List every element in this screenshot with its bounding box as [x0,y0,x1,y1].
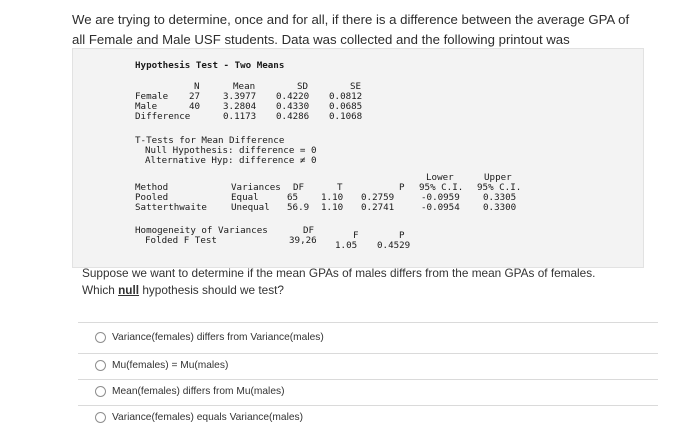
homog-label: Folded F Test [145,235,217,246]
printout-title: Hypothesis Test - Two Means [135,60,285,71]
header-lower: Lower [426,172,454,183]
header-n: N [194,81,200,92]
row-se: 0.0812 [329,91,363,102]
question-which: Which [82,283,115,297]
ttest-variances: Equal [231,192,259,203]
row-sd: 0.4330 [276,101,310,112]
ttest-upper: 0.3300 [483,202,517,213]
radio-button[interactable] [95,386,106,397]
header-p: P [399,182,405,193]
homog-df: 39,26 [289,235,317,246]
ttest-p: 0.2759 [361,192,395,203]
row-se: 0.0685 [329,101,363,112]
option-label: Mu(females) = Mu(males) [112,360,229,371]
header-method: Method [135,182,169,193]
ttest-t: 1.10 [321,202,344,213]
header-sd: SD [297,81,309,92]
homog-p: 0.4529 [377,240,411,251]
homog-title: Homogeneity of Variances [135,225,268,236]
homog-f: 1.05 [335,240,358,251]
header-variances: Variances [231,182,281,193]
header-se: SE [350,81,362,92]
answer-option-1[interactable] [95,332,324,343]
ttest-lower: -0.0959 [421,192,460,203]
header-mean: Mean [233,81,256,92]
ttest-variances: Unequal [231,202,270,213]
header-t: T [337,182,343,193]
radio-button[interactable] [95,360,106,371]
ttest-lower: -0.0954 [421,202,460,213]
ttest-p: 0.2741 [361,202,395,213]
option-label: Variance(females) equals Variance(males) [112,412,303,423]
option-label: Mean(females) differs from Mu(males) [112,386,285,397]
row-label: Female [135,91,169,102]
question-line-2 [82,282,642,299]
row-n: 40 [189,101,201,112]
question-line-1: Suppose we want to determine if the mean GPAs of males differs from the mean GPAs of females. [82,266,596,280]
header-upper: Upper [484,172,512,183]
row-label: Male [135,101,158,112]
question-text [82,265,642,299]
radio-button[interactable] [95,332,106,343]
ttest-t: 1.10 [321,192,344,203]
homog-header-p: P [399,230,405,241]
row-se: 0.1068 [329,111,363,122]
row-n: 27 [189,91,201,102]
question-null-word: null [118,283,140,297]
row-label: Difference [135,111,191,122]
null-hypothesis: Null Hypothesis: difference = 0 [145,145,317,156]
ttest-df: 56.9 [287,202,310,213]
row-sd: 0.4220 [276,91,310,102]
radio-button[interactable] [95,412,106,423]
ttest-method: Satterthwaite [135,202,207,213]
row-mean: 3.2804 [223,101,257,112]
row-mean: 0.1173 [223,111,257,122]
ttest-title: T-Tests for Mean Difference [135,135,285,146]
intro-text: We are trying to determine, once and for all, if there is a difference between the average GPA of all Female and Male USF students. Data was collected and the following printout was [72,12,630,47]
header-df: DF [293,182,305,193]
answer-option-2[interactable] [95,360,228,371]
question-rest: hypothesis should we test? [142,283,284,297]
divider [78,379,658,380]
homog-header-df: DF [303,225,315,236]
alternative-hypothesis: Alternative Hyp: difference ≠ 0 [145,155,317,166]
divider [78,405,658,406]
row-mean: 3.3977 [223,91,257,102]
row-sd: 0.4286 [276,111,310,122]
statistics-printout [72,48,644,268]
homog-header-f: F [353,230,359,241]
ttest-method: Pooled [135,192,169,203]
divider [78,353,658,354]
ttest-upper: 0.3305 [483,192,517,203]
option-label: Variance(females) differs from Variance(males) [112,332,324,343]
header-upper-ci: 95% C.I. [477,182,522,193]
divider [78,322,658,323]
header-lower-ci: 95% C.I. [419,182,464,193]
answer-option-3[interactable] [95,386,284,397]
answer-option-4[interactable] [95,412,303,423]
ttest-df: 65 [287,192,299,203]
